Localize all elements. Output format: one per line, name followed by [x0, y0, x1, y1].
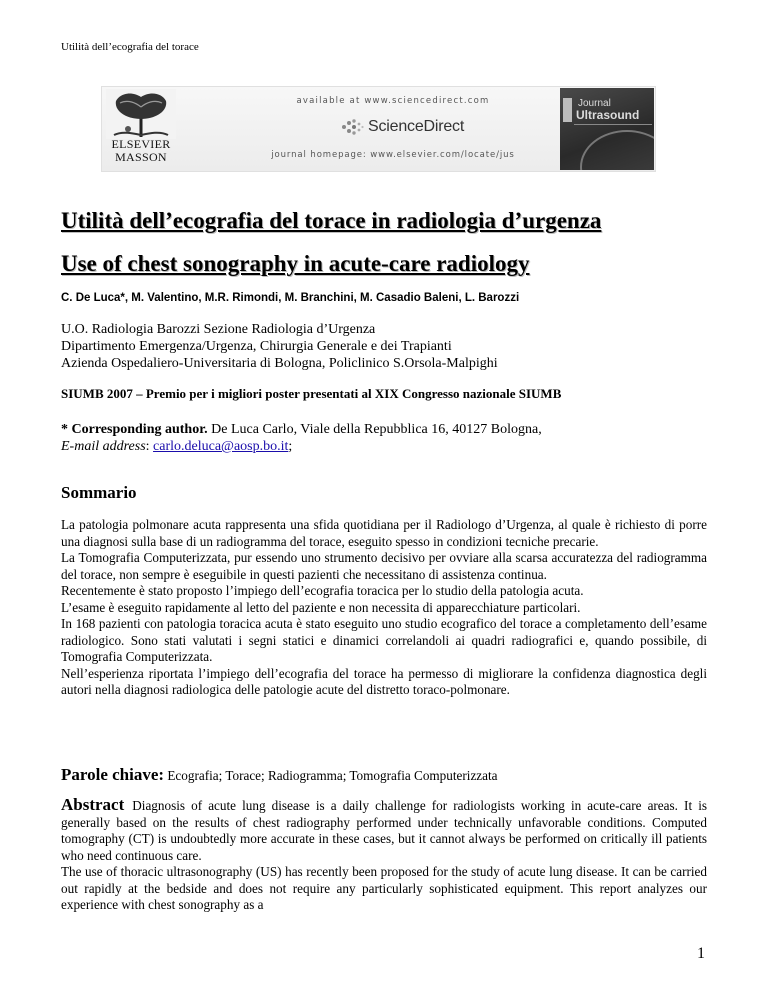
affiliation-block: [61, 321, 498, 372]
cover-stripe: [574, 124, 652, 125]
sciencedirect-logo: [340, 117, 464, 137]
keywords-line: [61, 765, 707, 785]
corresponding-address: De Luca Carlo, Viale della Repubblica 16, 40127 Bologna,: [207, 422, 542, 437]
email-label: E-mail address: [61, 439, 146, 454]
page-number: 1: [697, 945, 705, 962]
keywords-label: Parole chiave:: [61, 765, 165, 784]
affiliation-line: U.O. Radiologia Barozzi Sezione Radiologia d’Urgenza: [61, 322, 376, 337]
abstract-paragraph: The use of thoracic ultrasonography (US) has recently been proposed for the study of acute lung disease. It can be carried out rapidly at the bedside and does not require any particularly sophisticated equipment. This report analyzes our experience with chest sonography as a: [61, 864, 707, 912]
title-italian: Utilità dell’ecografia del torace in radiologia d’urgenza: [61, 208, 602, 233]
sommario-paragraph: In 168 pazienti con patologia toracica acuta è stato eseguito uno studio ecografico del torace a completamento dell’esame radiologico. Sono stati valutati i segni statici e dinamici correlandoli ai quadri radiografici e, quando possibile, di Tomografia Computerizzata.: [61, 616, 707, 664]
corresponding-line: [61, 421, 542, 438]
sciencedirect-dots-icon: [340, 118, 364, 136]
title-english: Use of chest sonography in acute-care radiology: [61, 251, 530, 276]
publisher-line1: ELSEVIER: [111, 137, 171, 151]
journal-banner: [101, 86, 656, 172]
email-line: [61, 438, 542, 455]
email-link[interactable]: carlo.deluca@aosp.bo.it: [153, 439, 289, 454]
sommario-paragraph: La Tomografia Computerizzata, pur essendo uno strumento decisivo per ovviare alla scarsa accuratezza del radiogramma del torace, non sempre è eseguibile in questi pazienti che necessitano di assistenza continua.: [61, 550, 707, 582]
sciencedirect-wordmark: ScienceDirect: [368, 118, 465, 135]
author-list: C. De Luca*, M. Valentino, M.R. Rimondi, M. Branchini, M. Casadio Baleni, L. Barozzi: [61, 292, 520, 304]
sommario-paragraph: Nell’esperienza riportata l’impiego dell’ecografia del torace ha permesso di migliorare la confidenza diagnostica degli autori nella diagnosi radiologica delle patologie acute del distretto toraco-polmonare.: [61, 665, 707, 697]
sommario-heading: Sommario: [61, 483, 137, 502]
corresponding-label: * Corresponding author.: [61, 422, 208, 437]
abstract-paragraph: [61, 797, 707, 864]
cover-badge: [563, 98, 572, 122]
email-trailing: ;: [288, 439, 293, 454]
sommario-paragraph: La patologia polmonare acuta rappresenta una sfida quotidiana per il Radiologo d’Urgenza, al quale è richiesto di porre una diagnosi sulla base di un radiogramma del torace, eseguito spesso in condizioni tecniche precarie.: [61, 517, 707, 549]
email-separator: :: [145, 439, 154, 454]
sommario-body: [61, 517, 707, 699]
journal-homepage-text: journal homepage: www.elsevier.com/locate/jus: [271, 150, 515, 160]
publisher-line2: MASSON: [115, 150, 167, 164]
congress-note: SIUMB 2007 – Premio per i migliori poster presentati al XIX Congresso nazionale SIUMB: [61, 386, 562, 401]
abstract-label: Abstract: [61, 795, 125, 814]
available-at-text: available at www.sciencedirect.com: [296, 96, 490, 106]
cover-title-word2: Ultrasound: [576, 108, 640, 122]
affiliation-line: Azienda Ospedaliero-Universitaria di Bologna, Policlinico S.Orsola-Malpighi: [61, 356, 498, 371]
publisher-name: [105, 138, 177, 164]
sommario-paragraph: Recentemente è stato proposto l’impiego dell’ecografia toracica per lo studio della patologia acuta.: [61, 583, 584, 598]
affiliation-line: Dipartimento Emergenza/Urgenza, Chirurgia Generale e dei Trapianti: [61, 339, 452, 354]
keywords-text: Ecografia; Torace; Radiogramma; Tomografia Computerizzata: [164, 768, 498, 783]
running-head: Utilità dell’ecografia del torace: [61, 41, 199, 53]
abstract-body: [61, 797, 707, 914]
sommario-paragraph: L’esame è eseguito rapidamente al letto del paziente e non necessita di apparecchiature particolari.: [61, 599, 581, 615]
corresponding-author-block: [61, 421, 542, 455]
abstract-text: Diagnosis of acute lung disease is a daily challenge for radiologists working in acute-care areas. It is generally based on the results of chest radiography performed under technically unfavorable conditions. Computed tomography (CT) is undoubtedly more accurate in these cases, but it cannot always be performed on critically ill patients who need continuous care.: [61, 798, 707, 863]
cover-title-word1: Journal: [578, 98, 611, 109]
cover-graphic: [580, 130, 654, 170]
journal-cover-image: [560, 88, 654, 170]
